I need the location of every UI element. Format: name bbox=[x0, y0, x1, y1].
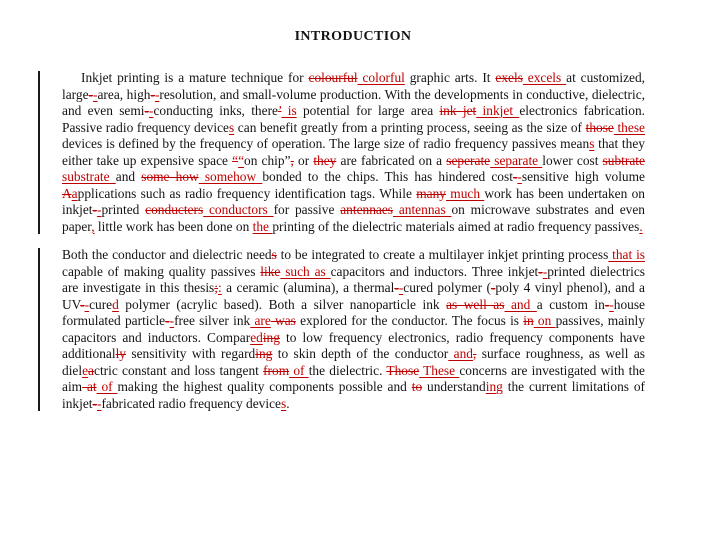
text-run: sensitive high volume bbox=[521, 169, 645, 184]
deleted-text: s bbox=[271, 247, 277, 262]
inserted-text: s bbox=[281, 395, 287, 411]
inserted-text: s bbox=[589, 136, 595, 151]
inserted-text: - bbox=[96, 202, 102, 217]
text-run: Both the conductor and dielectric need bbox=[62, 247, 272, 262]
text-run: cured polymer ( bbox=[403, 280, 491, 295]
deleted-text: ing bbox=[262, 329, 280, 345]
inserted-text: - bbox=[96, 395, 102, 411]
deleted-text: many bbox=[416, 185, 446, 201]
text-run: devices is defined by the frequency of operation. The large size of radio frequency passives mean bbox=[62, 136, 590, 151]
deleted-text: - bbox=[92, 202, 97, 217]
text-run: surface roughness, as well as diel bbox=[62, 346, 645, 378]
inserted-text: : bbox=[218, 280, 222, 295]
deleted-text: ink jet bbox=[439, 103, 477, 118]
deleted-text: some how bbox=[141, 169, 199, 184]
text-run: house formulated particle bbox=[62, 296, 645, 328]
deleted-text: - bbox=[80, 296, 85, 312]
text-run: printed bbox=[101, 202, 146, 217]
inserted-text: ing bbox=[485, 379, 503, 394]
text-run: polymer (acrylic based). Both a silver nanoparticle ink bbox=[118, 296, 447, 312]
document-body bbox=[62, 70, 645, 424]
inserted-text: - bbox=[148, 103, 154, 118]
text-run: Inkjet printing is a mature technique for bbox=[81, 70, 309, 85]
inserted-text: conductors bbox=[203, 202, 274, 217]
text-run: ctric constant and loss tangent bbox=[94, 362, 264, 378]
change-bar bbox=[38, 71, 40, 234]
inserted-text: substrate bbox=[62, 169, 116, 184]
text-run: at customized, large bbox=[62, 70, 645, 102]
text-run: the current limitations of inkjet bbox=[62, 379, 645, 411]
deleted-text: a bbox=[88, 362, 94, 378]
deleted-text: , bbox=[290, 152, 294, 168]
text-run: electronics fabrication. Passive radio frequency device bbox=[62, 103, 645, 135]
deleted-text: - bbox=[88, 86, 93, 102]
inserted-text: are bbox=[250, 313, 271, 328]
text-run: a ceramic (alumina), a thermal bbox=[221, 280, 395, 295]
deleted-text: “ bbox=[232, 152, 239, 168]
inserted-text: of bbox=[289, 362, 309, 378]
text-run: are fabricated on a bbox=[336, 152, 447, 168]
deleted-text: - bbox=[538, 263, 543, 279]
deleted-text: they bbox=[313, 152, 337, 168]
deleted-text: - bbox=[150, 86, 155, 102]
text-run: concerns are investigated with the aim bbox=[62, 362, 645, 394]
text-run: lower cost bbox=[542, 152, 603, 168]
paragraph bbox=[62, 247, 645, 412]
text-run: poly 4 vinyl phenol), and a UV bbox=[62, 280, 645, 312]
deleted-text: - bbox=[604, 296, 610, 312]
deleted-text: - bbox=[394, 280, 399, 295]
deleted-text: ’ bbox=[277, 103, 282, 118]
text-run: that they either take up expensive space bbox=[62, 136, 645, 168]
inserted-text: d bbox=[112, 296, 119, 312]
deleted-text: - bbox=[490, 280, 496, 295]
text-run: resolution, and small-volume production. With the developments in conductive, dielectric, and even semi bbox=[62, 86, 645, 118]
inserted-text: - bbox=[84, 296, 90, 312]
text-run: can benefit greatly from a printing process, seeing as the size of bbox=[234, 119, 586, 135]
inserted-text: the bbox=[252, 218, 273, 234]
inserted-text: - bbox=[609, 296, 614, 312]
text-run: cure bbox=[89, 296, 113, 312]
text-run: sensitivity with regard bbox=[125, 346, 256, 361]
deleted-text: colourful bbox=[308, 70, 358, 85]
inserted-text: - bbox=[517, 169, 522, 184]
deleted-text: subtrate bbox=[602, 152, 645, 168]
deleted-text: Those bbox=[386, 362, 420, 378]
text-run: little work has been done on bbox=[94, 218, 253, 234]
text-run: passives, mainly capacitors and inductors. Compar bbox=[62, 313, 645, 345]
inserted-text: these bbox=[613, 119, 645, 135]
text-run: graphic arts. It bbox=[404, 70, 496, 85]
deleted-text: , bbox=[473, 346, 477, 361]
inserted-text: that is bbox=[608, 247, 646, 262]
deleted-text: A bbox=[62, 185, 72, 201]
inserted-text: - bbox=[398, 280, 404, 295]
text-run: bonded to the chips. This has hindered cost bbox=[262, 169, 513, 184]
text-run: capacitors and inductors. Three inkjet bbox=[330, 263, 539, 279]
inserted-text: on bbox=[533, 313, 556, 328]
text-run: on microwave substrates and even paper bbox=[62, 202, 646, 234]
text-run: work has been undertaken on inkjet bbox=[62, 185, 645, 217]
inserted-text: such as bbox=[280, 263, 331, 279]
inserted-text: s bbox=[228, 119, 235, 135]
inserted-text: separate bbox=[490, 152, 543, 168]
inserted-text: a bbox=[71, 185, 78, 201]
inserted-text: and bbox=[504, 296, 537, 312]
inserted-text: much bbox=[445, 185, 485, 201]
inserted-text: - bbox=[154, 86, 160, 102]
document-title: INTRODUCTION bbox=[294, 29, 412, 44]
text-run: understand bbox=[422, 379, 486, 394]
text-run: the dielectric. bbox=[308, 362, 387, 378]
text-run: capable of making quality passives bbox=[62, 263, 261, 279]
text-run: fabricated radio frequency device bbox=[101, 395, 281, 411]
text-run: to low frequency electronics, radio frequency components have additional bbox=[62, 329, 646, 361]
text-run: printed dielectrics are investigate in this thesis bbox=[62, 263, 645, 295]
text-run: printing of the dielectric materials aimed at radio frequency passives bbox=[272, 218, 640, 234]
inserted-text: and bbox=[448, 346, 473, 361]
text-run: a custom in bbox=[536, 296, 605, 312]
inserted-text: of bbox=[96, 379, 118, 394]
deleted-text: like bbox=[260, 263, 281, 279]
deleted-text: ly bbox=[115, 346, 126, 361]
deleted-text: - bbox=[144, 103, 149, 118]
text-run: potential for large area bbox=[296, 103, 440, 118]
deleted-text: from bbox=[263, 362, 290, 378]
deleted-text: conducters bbox=[145, 202, 204, 217]
text-run: to be integrated to create a multilayer inkjet printing process bbox=[276, 247, 609, 262]
inserted-text: , bbox=[91, 218, 95, 234]
deleted-text: - bbox=[92, 395, 97, 411]
text-run: and bbox=[115, 169, 142, 184]
text-run: . bbox=[286, 395, 290, 411]
deleted-text: ; bbox=[214, 280, 218, 295]
deleted-text: in bbox=[523, 313, 534, 328]
deleted-text: as well as bbox=[446, 296, 505, 312]
text-run: explored for the conductor. The focus is bbox=[295, 313, 524, 328]
inserted-text: - bbox=[93, 86, 98, 102]
deleted-text: was bbox=[270, 313, 296, 328]
deleted-text: seperate bbox=[446, 152, 491, 168]
inserted-text: excels bbox=[522, 70, 567, 85]
text-run: area, high bbox=[97, 86, 151, 102]
deleted-text: exels bbox=[495, 70, 523, 85]
text-run: conducting inks, there bbox=[153, 103, 278, 118]
text-run: to skin depth of the conductor bbox=[272, 346, 449, 361]
text-run: on chip” bbox=[244, 152, 291, 168]
inserted-text: ed bbox=[250, 329, 263, 345]
deleted-text: those bbox=[585, 119, 614, 135]
inserted-text: somehow bbox=[198, 169, 263, 184]
change-bar bbox=[38, 248, 40, 411]
deleted-text: - bbox=[165, 313, 170, 328]
text-run: pplications such as radio frequency identification tags. While bbox=[77, 185, 417, 201]
inserted-text: colorful bbox=[357, 70, 405, 85]
inserted-text: - bbox=[542, 263, 548, 279]
inserted-text: “ bbox=[238, 152, 245, 168]
inserted-text: e bbox=[82, 362, 89, 378]
text-run: making the highest quality components possible and bbox=[117, 379, 412, 394]
inserted-text: These bbox=[419, 362, 460, 378]
text-run: free silver ink bbox=[174, 313, 251, 328]
inserted-text: - bbox=[169, 313, 175, 328]
paragraph bbox=[62, 70, 645, 235]
inserted-text: is bbox=[281, 103, 297, 118]
text-run: or bbox=[293, 152, 314, 168]
deleted-text: to bbox=[411, 379, 423, 394]
deleted-text: at bbox=[82, 379, 97, 394]
inserted-text: antennas bbox=[393, 202, 452, 217]
inserted-text: inkjet bbox=[476, 103, 520, 118]
text-run: for passive bbox=[273, 202, 341, 217]
deleted-text: antennaes bbox=[340, 202, 394, 217]
deleted-text: - bbox=[512, 169, 518, 184]
inserted-text: . bbox=[639, 218, 643, 234]
deleted-text: ing bbox=[255, 346, 273, 361]
